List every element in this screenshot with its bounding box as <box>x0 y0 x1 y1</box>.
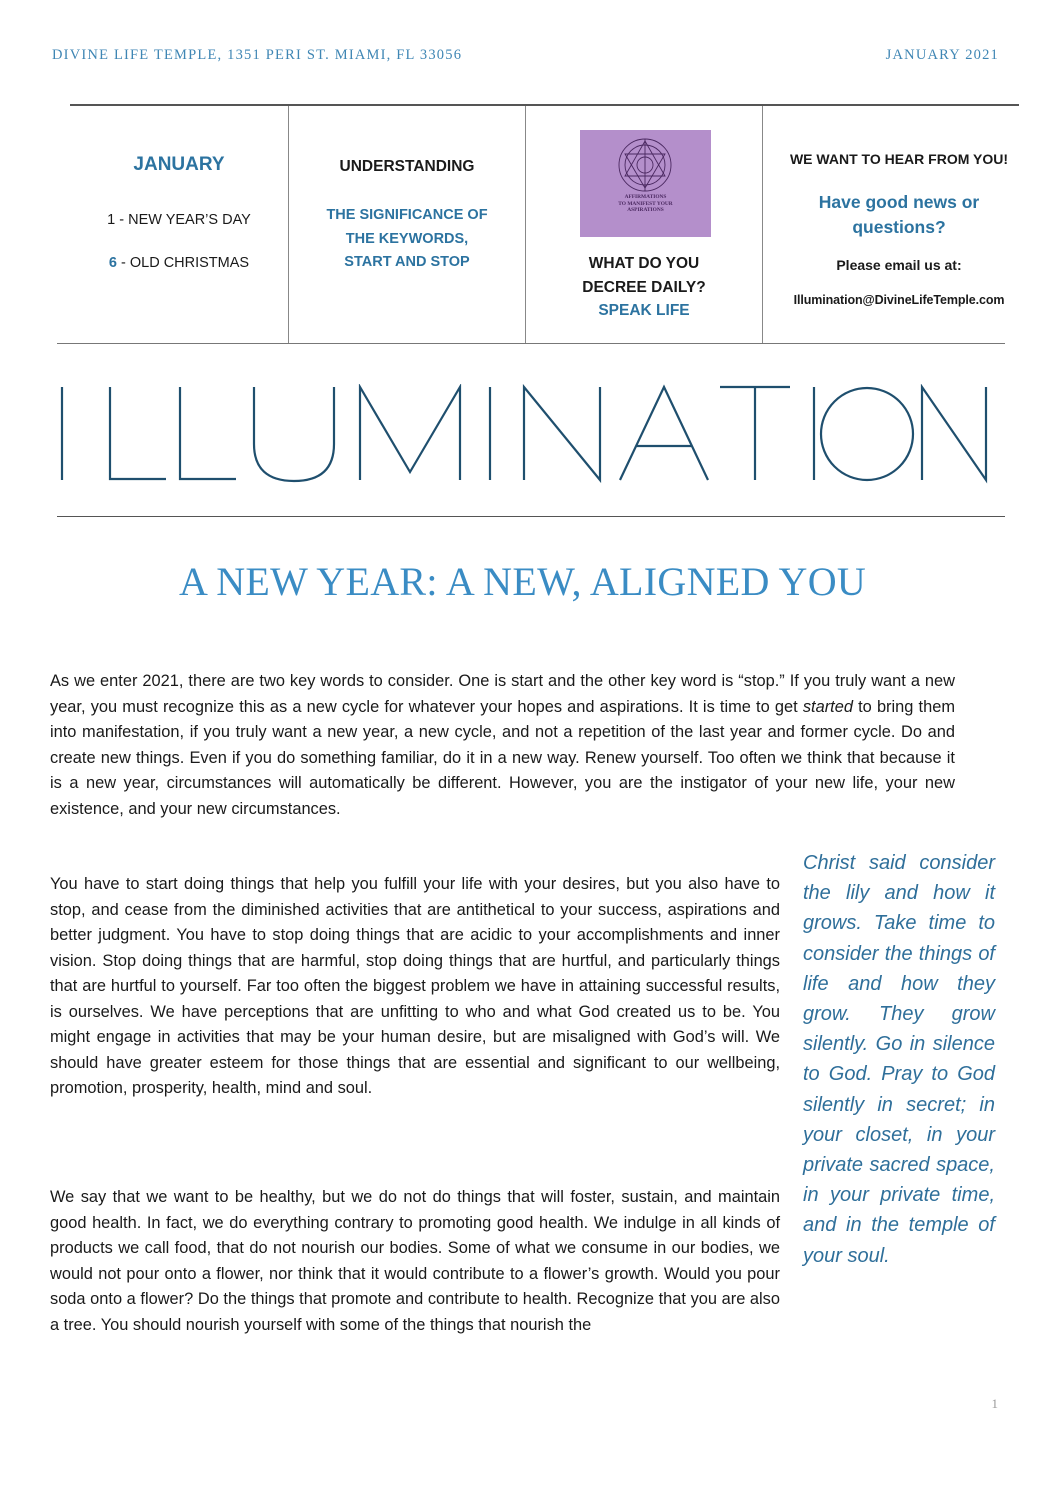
box-contact-please: Please email us at: <box>836 257 962 273</box>
affirmations-image-text: AFFIRMATIONS TO MANIFEST YOUR ASPIRATIONS <box>618 194 673 213</box>
article-paragraph-1: As we enter 2021, there are two key words to consider. One is start and the other key word is “stop.” If you truly want a new year, you must recognize this as a new cycle for whatever your hopes and aspirations. It is time to get started to bring them into manifestation, if you truly want a new year, a new cycle, and not a repetition of the last year and former cycle. Do and create new things. Even if you do something familiar, do it in a new way. Renew yourself. Too often we think that because it is a new year, circumstances will automatically be different. However, you are the instigator of your new life, your new existence, and your new circumstances. <box>50 672 955 818</box>
sacred-geometry-icon <box>615 136 675 194</box>
page-number: 1 <box>991 1396 998 1411</box>
box-january-title: JANUARY <box>133 154 225 175</box>
box-january-item1: 1 - NEW YEAR’S DAY <box>107 212 251 228</box>
box-decree <box>526 106 762 343</box>
top-address: DIVINE LIFE TEMPLE, 1351 PERI ST. MIAMI, FL 33056 <box>52 47 463 63</box>
box-contact-heading: WE WANT TO HEAR FROM YOU! <box>789 151 1009 167</box>
affirmations-image <box>580 130 711 237</box>
box-understanding <box>289 106 525 343</box>
article-paragraph-3: We say that we want to be healthy, but we do not do things that will foster, sustain, and maintain good health. In fact, we do everything contrary to promoting good health. We indulge in all kinds of products we call food, that do not nourish our bodies. Some of what we consume in our bodies, we would not pour onto a flower, nor think that it would contribute to a flower’s growth. Would you pour soda onto a flower? Do the things that promote and contribute to health. Recognize that you are also a tree. You should nourish yourself with some of the things that nourish the <box>50 1188 780 1334</box>
box-decree-question: WHAT DO YOU DECREE DAILY? SPEAK LIFE <box>582 255 706 319</box>
article-paragraph-2: You have to start doing things that help you fulfill your life with your desires, but you also have to stop, and cease from the diminished activities that are antithetical to your success, aspirations and better judgment. You have to stop doing things that are acidic to your accomplishments and inner vision. Stop doing things that are harmful, stop doing things that are hurtful, and particularly things that are hurtful to yourself. Far too often the biggest problem we have in attaining successful results, is ourselves. We have perceptions that are unfitting to who and what God created us to be. You might engage in activities that may be your human desire, but are misaligned with God’s will. We should have greater esteem for those things that are essential and significant to our wellbeing, promotion, prosperity, health, mind and soul. <box>50 875 780 1097</box>
masthead-illumination <box>60 384 990 484</box>
box-contact <box>763 106 1035 343</box>
box-january <box>70 106 288 343</box>
box-contact-news: Have good news or questions? <box>818 192 980 237</box>
divider-mid <box>57 343 1005 344</box>
top-date: JANUARY 2021 <box>885 47 999 63</box>
contact-email-link[interactable]: Illumination@DivineLifeTemple.com <box>793 293 1005 307</box>
box-understanding-title: UNDERSTANDING <box>339 158 475 175</box>
box-january-item2: 6 - OLD CHRISTMAS <box>108 255 250 271</box>
divider-bottom <box>57 516 1005 517</box>
headline: A NEW YEAR: A NEW, ALIGNED YOU <box>178 559 867 604</box>
pull-quote: Christ said consider the lily and how it grows. Take time to consider the things of life and how they grow. They grow silently. Go in silence to God. Pray to God silently in secret; in your closet, in your private sacred space, in your private time, and in the temple of your soul. <box>803 852 995 1267</box>
box-understanding-subtitle: THE SIGNIFICANCE OF THE KEYWORDS, START AND STOP <box>326 207 488 270</box>
